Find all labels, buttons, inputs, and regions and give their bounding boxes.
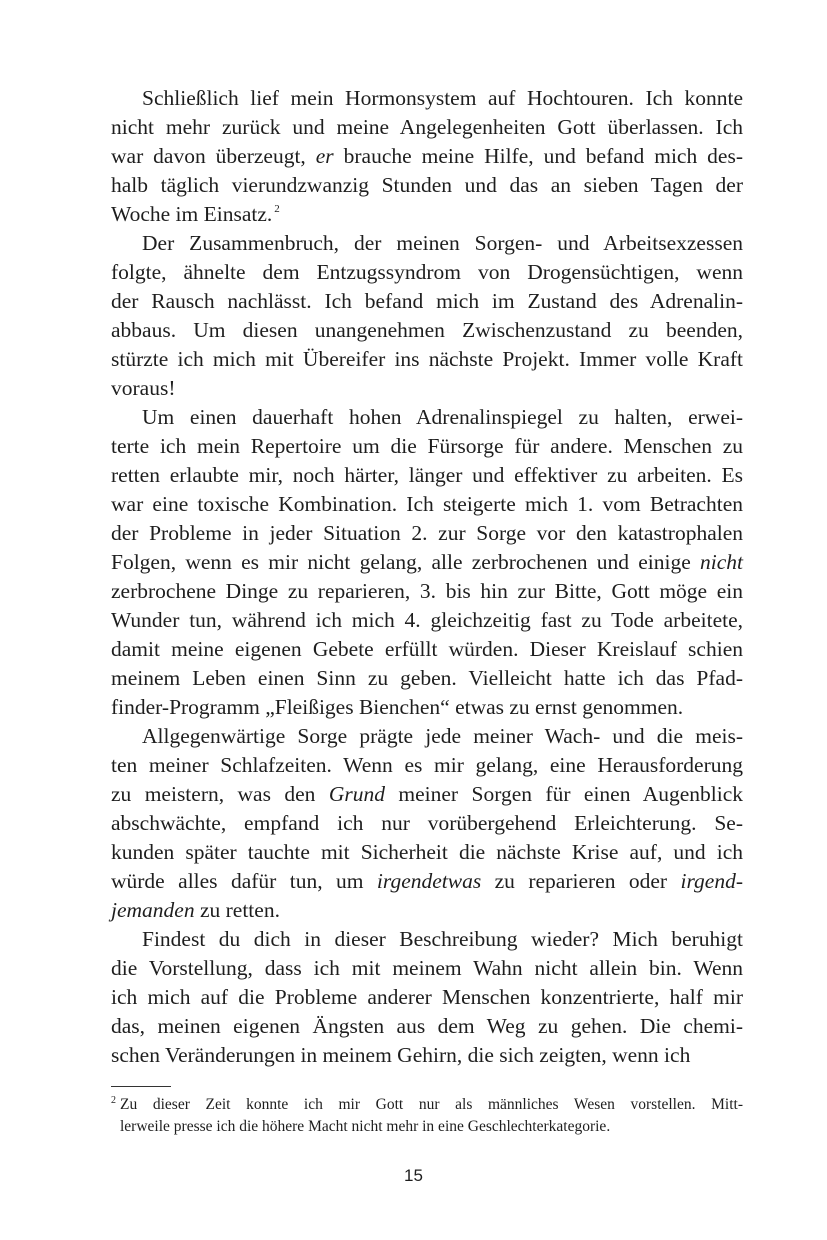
text-line: Wunder tun, während ich mich 4. gleichzeitig fast zu Tode arbeitete, — [111, 608, 743, 632]
footnote-line — [111, 1094, 743, 1116]
text-line — [111, 548, 743, 577]
footnote-text: lerweile presse ich die höhere Macht nicht mehr in eine Geschlechterkategorie. — [120, 1118, 611, 1135]
text-run: meiner Sorgen für einen Augenblick — [384, 782, 743, 806]
text-line: meinem Leben einen Sinn zu geben. Vielleicht hatte ich das Pfad- — [111, 666, 743, 690]
text-line: der Probleme in jeder Situation 2. zur Sorge vor den katastrophalen — [111, 521, 743, 545]
text-line: voraus! — [111, 376, 176, 400]
paragraph — [111, 84, 743, 229]
text-line: die Vorstellung, dass ich mit meinem Wahn nicht allein bin. Wenn — [111, 956, 743, 980]
paragraph — [111, 229, 743, 403]
footnote-reference: 2 — [274, 203, 280, 215]
text-run: brauche meine Hilfe, und befand mich des- — [333, 144, 743, 168]
text-run: zu meistern, was den — [111, 782, 329, 806]
text-line: Findest du dich in dieser Beschreibung wieder? Mich beruhigt — [142, 927, 743, 951]
text-line: war eine toxische Kombination. Ich steigerte mich 1. vom Betrachten — [111, 492, 743, 516]
text-line: abschwächte, empfand ich nur vorübergehend Erleichterung. Se- — [111, 811, 743, 835]
text-run: würde alles dafür tun, um — [111, 869, 377, 893]
text-run: zu reparieren oder — [481, 869, 681, 893]
footnote-text: Zu dieser Zeit konnte ich mir Gott nur als männliches Wesen vorstellen. Mitt- — [120, 1096, 743, 1113]
text-line: das, meinen eigenen Ängsten aus dem Weg zu gehen. Die chemi- — [111, 1014, 743, 1038]
emphasis: nicht — [700, 550, 743, 574]
text-line: ich mich auf die Probleme anderer Menschen konzentrierte, half mir — [111, 985, 743, 1009]
text-line: Um einen dauerhaft hohen Adrenalinspiegel zu halten, erwei- — [142, 405, 743, 429]
footnote-line — [111, 1116, 743, 1138]
text-line: damit meine eigenen Gebete erfüllt würden. Dieser Kreislauf schien — [111, 637, 743, 661]
text-line — [111, 896, 743, 925]
paragraph — [111, 722, 743, 925]
footnote-divider — [111, 1086, 171, 1087]
paragraph — [111, 403, 743, 722]
emphasis: Grund — [328, 782, 385, 806]
text-line — [111, 780, 743, 809]
paragraph — [111, 925, 743, 1070]
text-line: halb täglich vierundzwanzig Stunden und das an sieben Tagen der — [111, 173, 743, 197]
emphasis: irgend- — [680, 869, 744, 893]
text-line: Der Zusammenbruch, der meinen Sorgen- und Arbeitsexzessen — [142, 231, 743, 255]
body-text — [111, 84, 743, 1070]
text-line — [111, 200, 743, 229]
text-line — [111, 142, 743, 171]
text-line: retten erlaubte mir, noch härter, länger und effektiver zu arbeiten. Es — [111, 463, 743, 487]
footnote — [111, 1094, 743, 1138]
text-run: Folgen, wenn es mir nicht gelang, alle zerbrochenen und einige — [111, 550, 700, 574]
text-line: Schließlich lief mein Hormonsystem auf Hochtouren. Ich konnte — [142, 86, 743, 110]
text-run: Woche im Einsatz. — [111, 202, 273, 226]
text-line — [111, 867, 743, 896]
text-line: stürzte ich mich mit Übereifer ins nächste Projekt. Immer volle Kraft — [111, 347, 743, 371]
text-line: schen Veränderungen in meinem Gehirn, die sich zeigten, wenn ich — [111, 1043, 691, 1067]
text-line: folgte, ähnelte dem Entzugssyndrom von Drogensüchtigen, wenn — [111, 260, 743, 284]
text-line: ten meiner Schlafzeiten. Wenn es mir gelang, eine Herausforderung — [111, 753, 743, 777]
emphasis: irgendetwas — [376, 869, 482, 893]
text-line: finder-Programm „Fleißiges Bienchen“ etwas zu ernst genommen. — [111, 695, 684, 719]
text-line: kunden später tauchte mit Sicherheit die nächste Krise auf, und ich — [111, 840, 743, 864]
text-line: abbaus. Um diesen unangenehmen Zwischenzustand zu beenden, — [111, 318, 743, 342]
emphasis: jemanden — [111, 898, 195, 922]
text-line: terte ich mein Repertoire um die Fürsorge für andere. Menschen zu — [111, 434, 743, 458]
text-run: zu retten. — [194, 898, 280, 922]
footnote-number: 2 — [111, 1095, 116, 1106]
text-line: der Rausch nachlässt. Ich befand mich im Zustand des Adrenalin- — [111, 289, 743, 313]
emphasis: er — [315, 144, 334, 168]
text-line: nicht mehr zurück und meine Angelegenheiten Gott überlassen. Ich — [111, 115, 743, 139]
text-line: zerbrochene Dinge zu reparieren, 3. bis hin zur Bitte, Gott möge ein — [111, 579, 743, 603]
text-line: Allgegenwärtige Sorge prägte jede meiner Wach- und die meis- — [142, 724, 743, 748]
page-number: 15 — [404, 1166, 423, 1185]
text-run: war davon überzeugt, — [111, 144, 316, 168]
